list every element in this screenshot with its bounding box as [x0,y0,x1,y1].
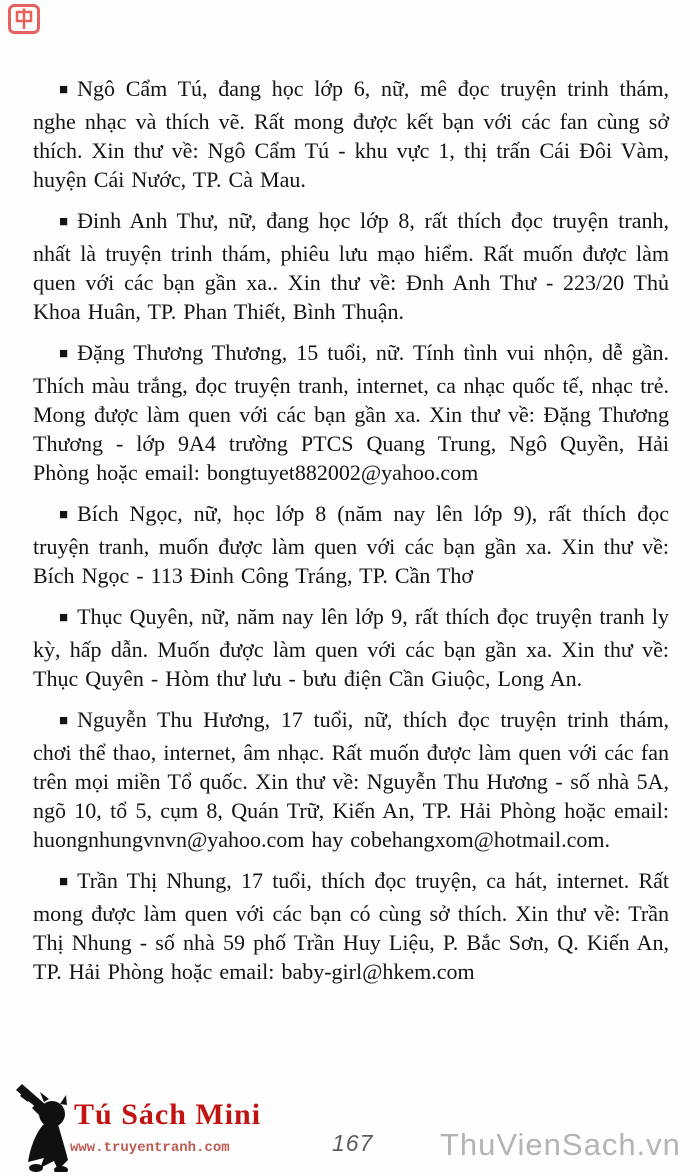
pen-pal-listing [33,74,669,998]
square-bullet-icon: ■ [59,346,69,362]
entry-text: Đinh Anh Thư, nữ, đang học lớp 8, rất thích đọc truyện tranh, nhất là truyện trinh thám, phiêu lưu mạo hiểm. Rất muốn được làm quen với các bạn gần xa.. Xin thư về: Đnh Anh Thư - 223/20 Thủ Khoa Huân, TP. Phan Thiết, Bình Thuận. [33,208,669,324]
pen-pal-entry [33,338,669,487]
entry-text: Nguyễn Thu Hương, 17 tuổi, nữ, thích đọc truyện trinh thám, chơi thể thao, internet, âm nhạc. Rất muốn được làm quen với các fan trên mọi miền Tổ quốc. Xin thư về: Nguyễn Thu Hương - số nhà 5A, ngõ 10, tổ 5, cụm 8, Quán Trữ, Kiến An, TP. Hải Phòng hoặc email: huongnhungvnvn@yahoo.com hay cobehangxom@hotmail.com. [33,707,669,852]
square-bullet-icon: ■ [59,713,69,729]
entry-text: Bích Ngọc, nữ, học lớp 8 (năm nay lên lớp 9), rất thích đọc truyện tranh, muốn được làm quen với các bạn gần xa. Xin thư về: Bích Ngọc - 113 Đinh Công Tráng, TP. Cần Thơ [33,501,669,588]
watermark-text: ThuVienSach.vn [440,1127,681,1162]
pen-pal-entry [33,206,669,326]
entry-text: Ngô Cẩm Tú, đang học lớp 6, nữ, mê đọc truyện trinh thám, nghe nhạc và thích vẽ. Rất mong được kết bạn với các fan cùng sở thích. Xin thư về: Ngô Cẩm Tú - khu vực 1, thị trấn Cái Đôi Vàm, huyện Cái Nước, TP. Cà Mau. [33,76,669,192]
square-bullet-icon: ■ [59,874,69,890]
square-bullet-icon: ■ [59,214,69,230]
square-bullet-icon: ■ [59,507,69,523]
series-title: Tú Sách Mini [74,1098,262,1131]
page-number: 167 [332,1130,374,1156]
entry-text: Thục Quyên, nữ, năm nay lên lớp 9, rất thích đọc truyện tranh ly kỳ, hấp dẫn. Muốn được làm quen với các bạn gần xa. Xin thư về: Thục Quyên - Hòm thư lưu - bưu điện Cần Giuộc, Long An. [33,604,669,691]
pen-pal-entry [33,499,669,590]
pen-pal-entry [33,602,669,693]
square-bullet-icon: ■ [59,610,69,626]
pen-pal-entry [33,866,669,986]
pen-pal-entry [33,705,669,854]
entry-text: Đặng Thương Thương, 15 tuổi, nữ. Tính tình vui nhộn, dễ gần. Thích màu trắng, đọc truyện tranh, internet, ca nhạc quốc tế, nhạc trẻ. Mong được làm quen với các bạn gần xa. Xin thư về: Đặng Thương Thương - lớp 9A4 trường PTCS Quang Trung, Ngô Quyền, Hải Phòng hoặc email: bongtuyet882002@yahoo.com [33,340,669,485]
publisher-url: www.truyentranh.com [70,1140,230,1156]
square-bullet-icon: ■ [59,82,69,98]
red-seal-icon [8,4,40,34]
mascot-warrior-icon [14,1078,80,1172]
entry-text: Trần Thị Nhung, 17 tuổi, thích đọc truyện, ca hát, internet. Rất mong được làm quen với các bạn có cùng sở thích. Xin thư về: Trần Thị Nhung - số nhà 59 phố Trần Huy Liệu, P. Bắc Sơn, Q. Kiến An, TP. Hải Phòng hoặc email: baby-girl@hkem.com [33,868,669,984]
pen-pal-entry [33,74,669,194]
